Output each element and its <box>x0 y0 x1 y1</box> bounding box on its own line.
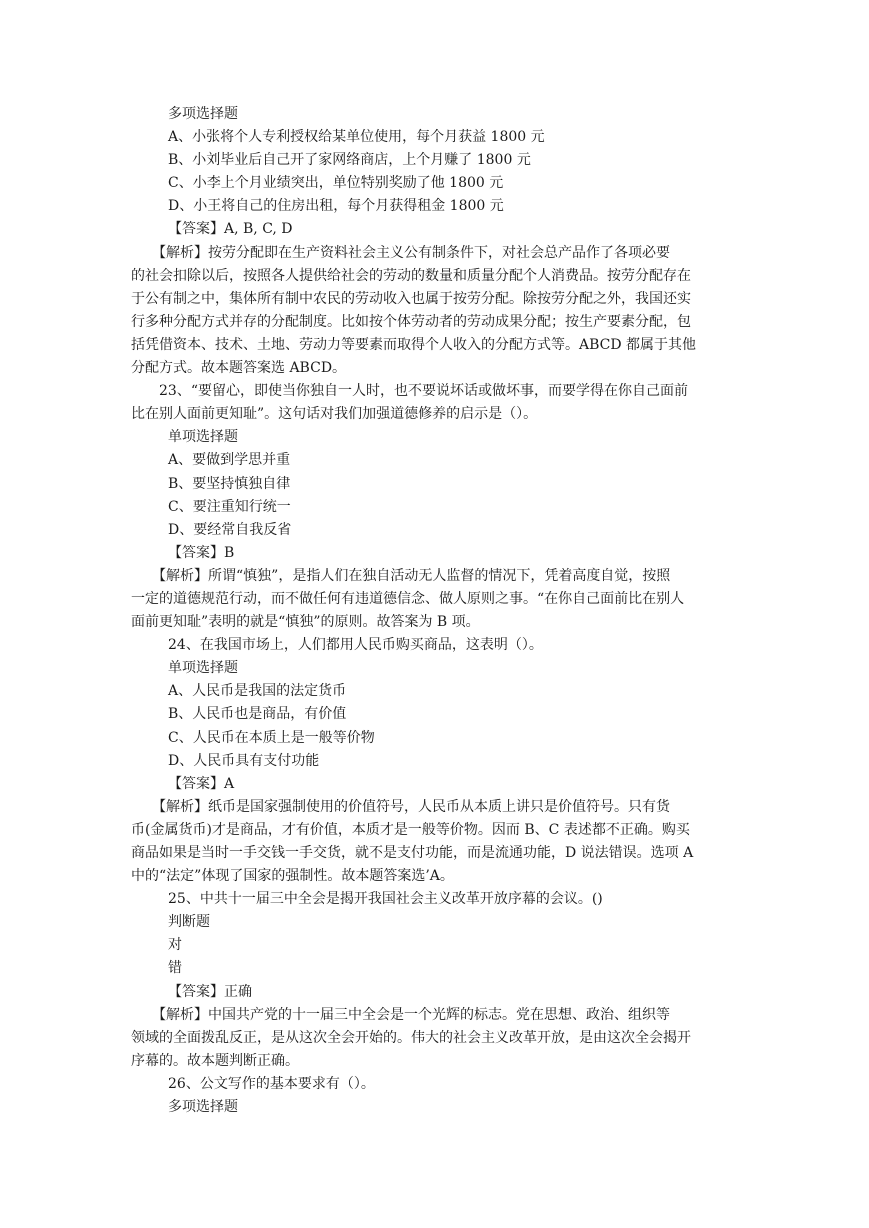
paragraph-line: 23、“要留心，即使当你独自一人时，也不要说坏话或做坏事，而要学得在你自己面前 <box>131 383 688 400</box>
paragraph-line: 序幕的。故本题判断正确。 <box>131 1052 299 1069</box>
text-line-q24-c: C、人民币在本质上是一般等价物 <box>168 729 375 746</box>
text-line-q22-type: 多项选择题 <box>168 106 238 122</box>
paragraph-q23-analysis <box>131 565 741 634</box>
paragraph-line: 币(金属货币)才是商品，才有价值，本质才是一般等价物。因而 B、C 表述都不正确。购买 <box>131 821 690 838</box>
text-line-q24-question: 24、在我国市场上，人们都用人民币购买商品，这表明（）。 <box>168 637 543 654</box>
text-line-q24-type: 单项选择题 <box>168 660 238 677</box>
paragraph-line: 商品如果是当时一手交钱一手交货，就不是支付功能，而是流通功能，D 说法错误。选项 A <box>131 845 694 861</box>
paragraph-line: 【解析】中国共产党的十一届三中全会是一个光辉的标志。党在思想、政治、组织等 <box>131 1006 670 1023</box>
document-page <box>131 103 741 1119</box>
text-line-q23-c: C、要注重知行统一 <box>168 498 291 515</box>
text-line-q24-a: A、人民币是我国的法定货币 <box>168 683 347 700</box>
text-line-q25-opt-false: 错 <box>168 960 182 977</box>
text-line-q22-d: D、小王将自己的住房出租，每个月获得租金 1800 元 <box>168 198 504 215</box>
paragraph-line: 比在别人面前更知耻”。这句话对我们加强道德修养的启示是（）。 <box>131 406 538 423</box>
text-line-q24-answer: 【答案】A <box>168 775 235 792</box>
text-line-q24-b: B、人民币也是商品，有价值 <box>168 706 347 723</box>
text-line-q24-d: D、人民币具有支付功能 <box>168 752 320 769</box>
text-line-q26-type: 多项选择题 <box>168 1099 238 1116</box>
text-line-q23-type: 单项选择题 <box>168 429 238 446</box>
paragraph-q22-analysis <box>131 242 741 381</box>
paragraph-line: 【解析】按劳分配即在生产资料社会主义公有制条件下，对社会总产品作了各项必要 <box>131 244 670 261</box>
text-line-q25-opt-true: 对 <box>168 937 182 954</box>
paragraph-line: 【解析】所谓“慎独”，是指人们在独自活动无人监督的情况下，凭着高度自觉，按照 <box>131 567 671 584</box>
paragraph-line: 于公有制之中，集体所有制中农民的劳动收入也属于按劳分配。除按劳分配之外，我国还实 <box>131 290 691 307</box>
paragraph-line: 领域的全面拨乱反正，是从这次全会开始的。伟大的社会主义改革开放，是由这次全会揭开 <box>131 1029 691 1046</box>
paragraph-line: 括凭借资本、技术、土地、劳动力等要素而取得个人收入的分配方式等。ABCD 都属于其他 <box>131 336 697 353</box>
paragraph-line: 行多种分配方式并存的分配制度。比如按个体劳动者的劳动成果分配；按生产要素分配，包 <box>131 313 691 330</box>
text-line-q25-type: 判断题 <box>168 914 210 931</box>
paragraph-line: 一定的道德规范行动，而不做任何有违道德信念、做人原则之事。“在你自己面前比在别人 <box>131 590 685 607</box>
text-line-q23-b: B、要坚持慎独自律 <box>168 475 291 492</box>
paragraph-q24-analysis <box>131 796 741 888</box>
text-line-q23-answer: 【答案】B <box>168 544 235 561</box>
text-line-q25-answer: 【答案】正确 <box>168 983 252 1000</box>
text-line-q25-question: 25、中共十一届三中全会是揭开我国社会主义改革开放序幕的会议。() <box>168 891 603 908</box>
paragraph-line: 面前更知耻”表明的就是“慎独”的原则。故答案为 B 项。 <box>131 614 480 631</box>
paragraph-line: 的社会扣除以后，按照各人提供给社会的劳动的数量和质量分配个人消费品。按劳分配存在 <box>131 267 691 284</box>
text-line-q22-c: C、小李上个月业绩突出，单位特别奖励了他 1800 元 <box>168 175 504 192</box>
text-line-q26-question: 26、公文写作的基本要求有（）。 <box>168 1075 375 1092</box>
text-line-q22-a: A、小张将个人专利授权给某单位使用，每个月获益 1800 元 <box>168 129 545 146</box>
paragraph-line: 【解析】纸币是国家强制使用的价值符号，人民币从本质上讲只是价值符号。只有货 <box>131 798 670 815</box>
text-line-q22-answer: 【答案】A, B, C, D <box>168 221 293 238</box>
paragraph-q23-question <box>131 380 741 426</box>
paragraph-line: 分配方式。故本题答案选 ABCD。 <box>131 360 347 377</box>
text-line-q23-a: A、要做到学思并重 <box>168 452 291 469</box>
text-line-q22-b: B、小刘毕业后自己开了家网络商店，上个月赚了 1800 元 <box>168 152 531 169</box>
paragraph-q25-analysis <box>131 1004 741 1073</box>
text-line-q23-d: D、要经常自我反省 <box>168 521 292 538</box>
paragraph-line: 中的“法定”体现了国家的强制性。故本题答案选’A。 <box>131 868 454 885</box>
